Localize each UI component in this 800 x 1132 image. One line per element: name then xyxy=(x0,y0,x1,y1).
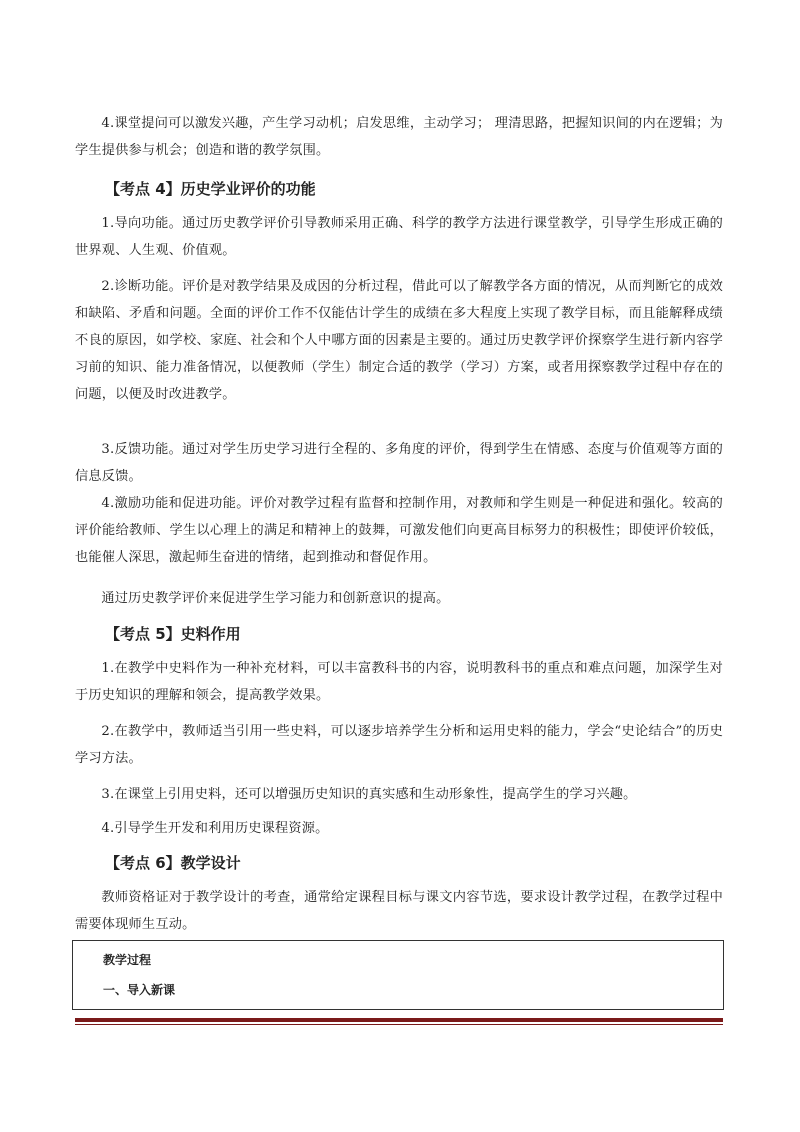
paragraph-s4-3: 3.反馈功能。通过对学生历史学习进行全程的、多角度的评价，得到学生在情感、态度与价值观等方面的信息反馈。 xyxy=(75,442,723,484)
paragraph-intro-4: 4.课堂提问可以激发兴趣，产生学习动机；启发思维，主动学习； 理清思路，把握知识间的内在逻辑；为学生提供参与机会；创造和谐的教学氛围。 xyxy=(75,116,723,158)
footer-rule-thin xyxy=(75,1024,723,1025)
box-line-1: 一、导入新课 xyxy=(103,983,176,997)
heading-section-4: 【考点 4】历史学业评价的功能 xyxy=(105,180,316,198)
paragraph-s4-5: 通过历史教学评价来促进学生学习能力和创新意识的提高。 xyxy=(101,591,450,606)
paragraph-s4-1: 1.导向功能。通过历史教学评价引导教师采用正确、科学的教学方法进行课堂教学，引导学生形成正确的世界观、人生观、价值观。 xyxy=(75,216,723,258)
heading-section-6: 【考点 6】教学设计 xyxy=(105,854,241,872)
paragraph-s5-3: 3.在课堂上引用史料，还可以增强历史知识的真实感和生动形象性，提高学生的学习兴趣。 xyxy=(101,787,637,802)
paragraph-s5-1: 1.在教学中史料作为一种补充材料，可以丰富教科书的内容，说明教科书的重点和难点问题，加深学生对于历史知识的理解和领会，提高教学效果。 xyxy=(75,661,723,703)
paragraph-s6-1: 教师资格证对于教学设计的考查，通常给定课程目标与课文内容节选，要求设计教学过程，在教学过程中需要体现师生互动。 xyxy=(75,890,723,932)
heading-section-5: 【考点 5】史料作用 xyxy=(105,625,241,643)
paragraph-s4-2: 2.诊断功能。评价是对教学结果及成因的分析过程，借此可以了解教学各方面的情况，从而判断它的成效和缺陷、矛盾和问题。全面的评价工作不仅能估计学生的成绩在多大程度上实现了教学目标，而且能解释成绩不良的原因，如学校、家庭、社会和个人中哪方面的因素是主要的。通过历史教学评价探察学生进行新内容学习前的知识、能力准备情况，以便教师（学生）制定合适的教学（学习）方案，或者用探察教学过程中存在的问题，以便及时改进教学。 xyxy=(75,279,723,402)
paragraph-s4-4: 4.激励功能和促进功能。评价对教学过程有监督和控制作用，对教师和学生则是一种促进和强化。较高的评价能给教师、学生以心理上的满足和精神上的鼓舞，可激发他们向更高目标努力的积极性；即使评价较低，也能催人深思，激起师生奋进的情绪，起到推动和督促作用。 xyxy=(75,496,723,565)
teaching-process-box xyxy=(72,940,724,1010)
paragraph-s5-4: 4.引导学生开发和利用历史课程资源。 xyxy=(101,821,329,836)
box-title: 教学过程 xyxy=(103,953,152,967)
footer-rule xyxy=(75,1018,723,1022)
paragraph-s5-2: 2.在教学中，教师适当引用一些史料，可以逐步培养学生分析和运用史料的能力，学会“史论结合”的历史学习方法。 xyxy=(75,724,723,766)
